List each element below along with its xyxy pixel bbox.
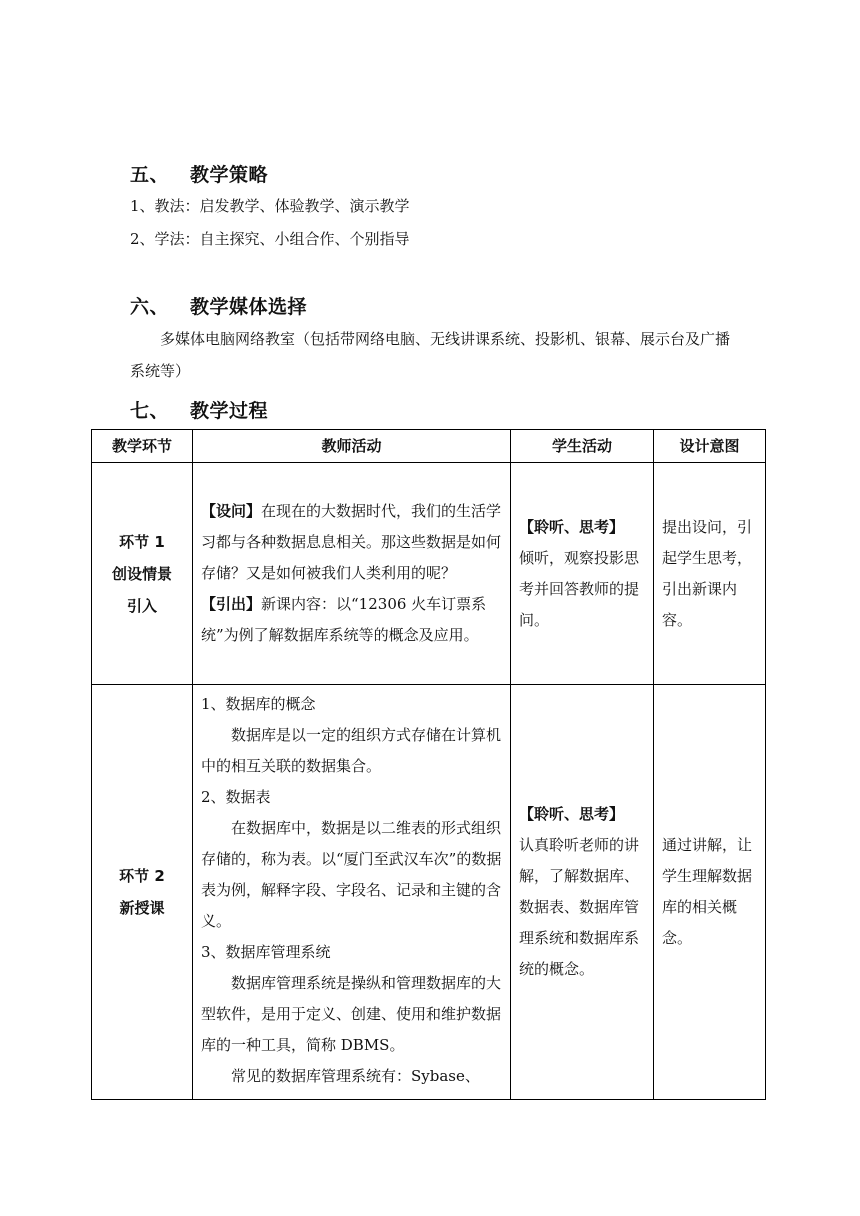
table-row bbox=[92, 685, 766, 1100]
design-intent-cell: 通过讲解，让学生理解数据库的相关概念。 bbox=[654, 685, 766, 1100]
teacher-activity-cell bbox=[193, 463, 511, 685]
stage-name: 创设情景 bbox=[111, 564, 172, 583]
subheading-dbms: 3、数据库管理系统 bbox=[201, 943, 331, 961]
teacher-text-question: 在现在的大数据时代，我们的生活学习都与各种数据息息相关。那这些数据是如何存储？又是如何被我们人类利用的呢？ bbox=[201, 502, 502, 582]
header-teacher: 教师活动 bbox=[193, 430, 511, 463]
table-header-row bbox=[92, 430, 766, 463]
section-6-title: 教学媒体选择 bbox=[190, 296, 308, 318]
design-intent-cell: 提出设问，引起学生思考，引出新课内容。 bbox=[654, 463, 766, 685]
teacher-tag-lead: 【引出】 bbox=[201, 595, 262, 613]
stage-label: 环节 1 bbox=[119, 532, 165, 551]
section-6-number: 六、 bbox=[130, 296, 170, 318]
subheading-database-concept: 1、数据库的概念 bbox=[201, 695, 316, 713]
student-activity-cell bbox=[511, 685, 654, 1100]
student-tag: 【聆听、思考】 bbox=[519, 805, 625, 823]
paragraph-common-dbms: 常见的数据库管理系统有：Sybase、 bbox=[231, 1067, 480, 1085]
stage-name-cont: 引入 bbox=[126, 596, 157, 615]
paragraph-dbms: 数据库管理系统是操纵和管理数据库的大型软件，是用于定义、创建、使用和维护数据库的一种工具，简称 DBMS。 bbox=[201, 974, 502, 1054]
stage-cell bbox=[92, 463, 193, 685]
teaching-process-table bbox=[91, 429, 766, 1100]
stage-cell bbox=[92, 685, 193, 1100]
table-row bbox=[92, 463, 766, 685]
student-text: 认真聆听老师的讲解，了解数据库、数据表、数据库管理系统和数据库系统的概念。 bbox=[519, 836, 640, 978]
student-activity-cell bbox=[511, 463, 654, 685]
section-7-heading bbox=[130, 396, 268, 423]
paragraph-database-definition: 数据库是以一定的组织方式存储在计算机中的相互关联的数据集合。 bbox=[201, 726, 502, 775]
stage-name: 新授课 bbox=[119, 899, 165, 917]
section-5-heading bbox=[130, 160, 268, 187]
section-5-item-2: 2、学法：自主探究、小组合作、个别指导 bbox=[130, 230, 410, 248]
section-7-title: 教学过程 bbox=[190, 400, 269, 422]
student-tag: 【聆听、思考】 bbox=[519, 517, 625, 536]
header-student: 学生活动 bbox=[511, 430, 654, 463]
section-7-number: 七、 bbox=[130, 400, 170, 422]
teacher-activity-cell bbox=[193, 685, 511, 1100]
teacher-tag-question: 【设问】 bbox=[201, 502, 262, 520]
section-6-paragraph: 多媒体电脑网络教室（包括带网络电脑、无线讲课系统、投影机、银幕、展示台及广播系统等） bbox=[130, 330, 731, 380]
section-5-number: 五、 bbox=[130, 164, 170, 186]
section-5-title: 教学策略 bbox=[190, 164, 269, 186]
stage-label: 环节 2 bbox=[119, 867, 165, 885]
student-text: 倾听，观察投影思考并回答教师的提问。 bbox=[519, 548, 640, 629]
section-6-heading bbox=[130, 292, 307, 319]
paragraph-data-table: 在数据库中，数据是以二维表的形式组织存储的，称为表。以“厦门至武汉车次”的数据表为例，解释字段、字段名、记录和主键的含义。 bbox=[201, 819, 502, 930]
header-stage: 教学环节 bbox=[92, 430, 193, 463]
subheading-data-table: 2、数据表 bbox=[201, 788, 271, 806]
section-5-item-1: 1、教法：启发教学、体验教学、演示教学 bbox=[130, 197, 410, 215]
teacher-text-lead: 新课内容：以“12306 火车订票系统”为例了解数据库系统等的概念及应用。 bbox=[201, 595, 487, 644]
header-intent: 设计意图 bbox=[654, 430, 766, 463]
